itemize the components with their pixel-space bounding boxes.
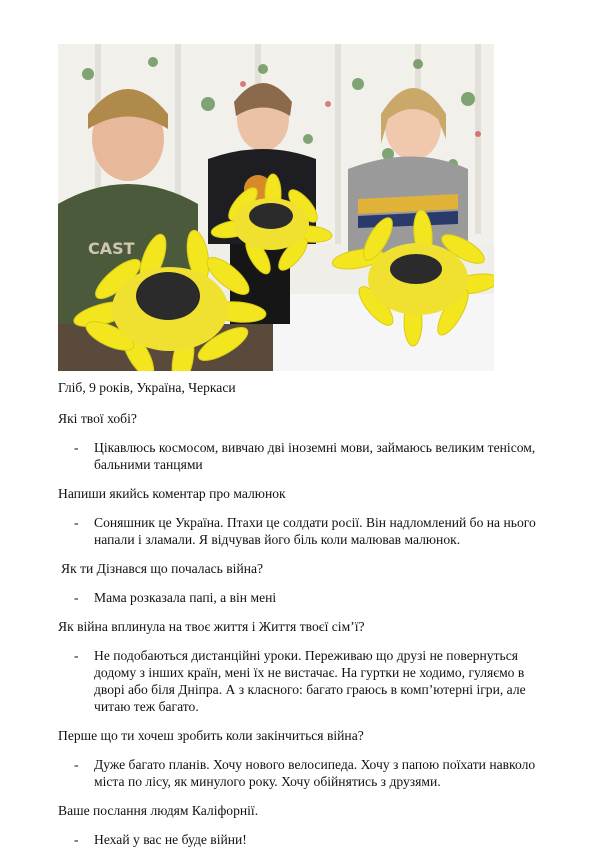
question-6: Ваше послання людям Каліфорнії. xyxy=(58,803,259,818)
photo-illustration xyxy=(58,44,494,371)
answer-dash: - xyxy=(74,832,79,847)
answer-text: Не подобаються дистанційні уроки. Переживаю що друзі не повернуться додому з інших країн, мені їх не вистачає. На гуртки не ходимо, гуляємо в дворі або біля Дніпра. А з класного: багато граюсь в комп’ютерні ігри, але читаю теж багато. xyxy=(94,648,526,714)
answer-dash: - xyxy=(74,757,79,772)
svg-text:CAST: CAST xyxy=(88,239,135,258)
question-1: Які твої хобі? xyxy=(58,411,137,426)
answer-dash: - xyxy=(74,440,79,455)
document-text xyxy=(58,377,558,848)
answer-text: Мама розказала папі, а він мені xyxy=(94,590,277,605)
question-3: Як ти Дізнався що почалась війна? xyxy=(61,561,264,576)
answer-6 xyxy=(58,831,558,848)
answer-dash: - xyxy=(74,590,79,605)
answer-text: Соняшник це Україна. Птахи це солдати росії. Він надломлений бо на нього напали і зламали. Я відчував його біль коли малював малюнок. xyxy=(94,515,536,547)
question-5: Перше що ти хочеш зробить коли закінчиться війна? xyxy=(58,728,364,743)
answer-text: Нехай у вас не буде війни! xyxy=(94,832,247,847)
answer-dash: - xyxy=(74,515,79,530)
answer-1 xyxy=(58,439,558,473)
answer-dash: - xyxy=(74,648,79,663)
answer-text: Дуже багато планів. Хочу нового велосипеда. Хочу з папою поїхати навколо міста по ліcу, як минулого року. Хочу обійнятись з друзями. xyxy=(94,757,536,789)
answer-5 xyxy=(58,756,558,790)
question-4: Як війна вплинула на твоє життя і Життя твоєї сім’ї? xyxy=(58,619,365,634)
answer-4 xyxy=(58,647,558,715)
answer-2 xyxy=(58,514,558,548)
caption: Гліб, 9 років, Україна, Черкаси xyxy=(58,380,236,395)
answer-3 xyxy=(58,589,558,606)
photo-children-sunflowers xyxy=(58,44,494,371)
answer-text: Цікавлюсь космосом, вивчаю дві іноземні мови, займаюсь великим тенісом, бальними танцями xyxy=(94,440,536,472)
question-2: Напиши якийсь коментар про малюнок xyxy=(58,486,286,501)
